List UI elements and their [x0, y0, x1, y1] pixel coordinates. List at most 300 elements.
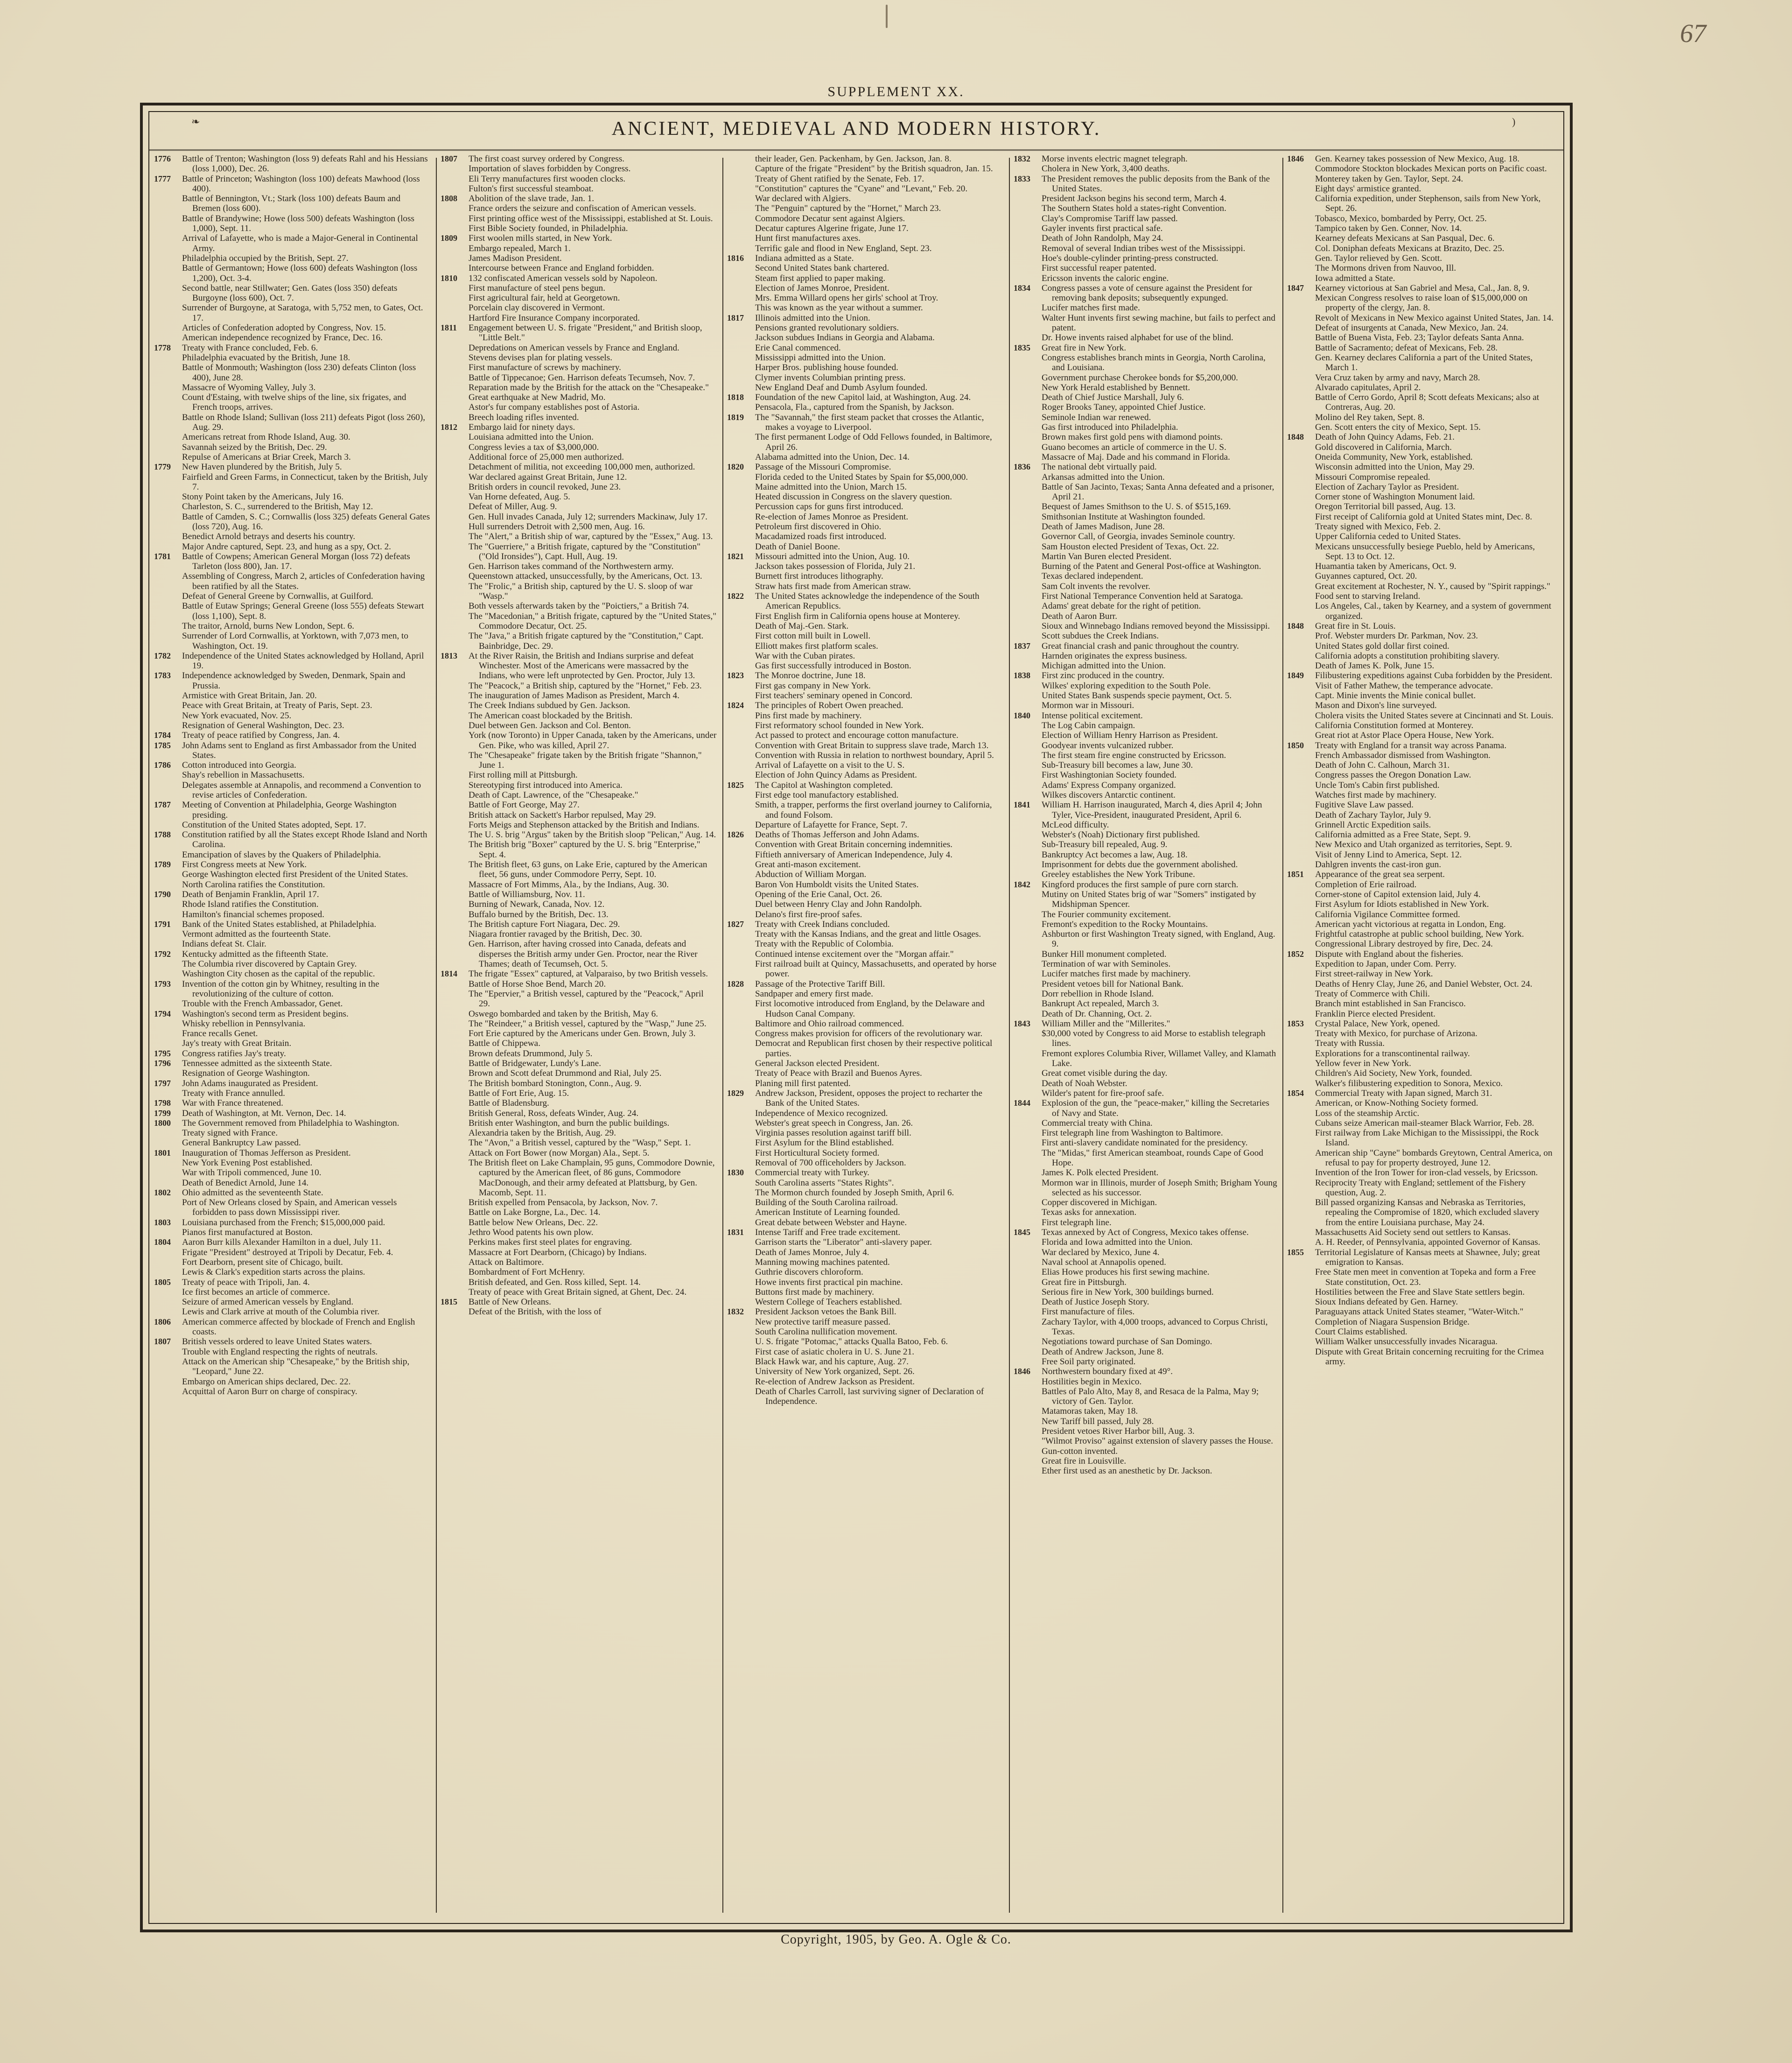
entry-text: American Institute of Learning founded.	[755, 1207, 900, 1218]
history-entry	[154, 1019, 430, 1029]
history-entry	[727, 582, 1003, 591]
entry-text: Porcelain clay discovered in Vermont.	[469, 303, 605, 313]
history-entry	[1287, 353, 1555, 373]
history-entry	[154, 899, 430, 909]
entry-text: Kearney defeats Mexicans at San Pasqual, Dec. 6.	[1315, 233, 1495, 244]
history-entry	[727, 701, 1003, 710]
entry-text: Brown defeats Drummond, July 5.	[469, 1048, 593, 1059]
history-entry	[1287, 959, 1555, 969]
entry-text: France orders the seizure and confiscation of American vessels.	[469, 203, 696, 214]
entry-text: The "Peacock," a British ship, captured by the "Hornet," Feb. 23.	[469, 681, 702, 691]
entry-text: Both vessels afterwards taken by the "Poictiers," a British 74.	[469, 601, 689, 611]
history-entry	[1014, 721, 1278, 730]
history-entry	[154, 820, 430, 830]
entry-text: First manufacture of steel pens begun.	[469, 283, 606, 293]
entry-year: 1789	[154, 860, 171, 870]
history-entry	[1287, 1148, 1555, 1168]
entry-text: Surrender of Burgoyne, at Saratoga, with 5,752 men, to Gates, Oct. 17.	[182, 303, 423, 323]
entry-text: Treaty with Mexico, for purchase of Arizona.	[1315, 1029, 1477, 1039]
history-entry	[441, 1148, 717, 1158]
entry-text: The British capture Fort Niagara, Dec. 29.	[469, 919, 620, 929]
entry-text: Second United States bank chartered.	[755, 263, 889, 274]
entry-text: The "Avon," a British vessel, captured by the "Wasp," Sept. 1.	[469, 1138, 691, 1148]
entry-text: Roger Brooks Taney, appointed Chief Justice.	[1042, 402, 1206, 413]
entry-text: Virginia passes resolution against tariff bill.	[755, 1128, 911, 1138]
entry-text: Battle of Brandywine; Howe (loss 500) defeats Washington (loss 1,000), Sept. 11.	[182, 213, 414, 234]
entry-year: 1834	[1014, 283, 1030, 293]
entry-text: The British bombard Stonington, Conn., Aug. 9.	[469, 1078, 642, 1088]
entry-text: Passage of the Missouri Compromise.	[755, 462, 891, 472]
entry-text: Battle of Tippecanoe; Gen. Harrison defeats Tecumseh, Nov. 7.	[469, 372, 695, 383]
entry-text: Manning mowing machines patented.	[755, 1257, 890, 1267]
history-entry	[441, 1158, 717, 1198]
entry-text: General Jackson elected President.	[755, 1059, 880, 1069]
history-entry	[1014, 1307, 1278, 1317]
entry-text: "Constitution" captures the "Cyane" and "Levant," Feb. 20.	[755, 183, 968, 194]
history-entry	[1014, 1267, 1278, 1277]
entry-text: Petroleum first discovered in Ohio.	[755, 521, 882, 532]
entry-text: At the River Raisin, the British and Indians surprise and defeat Winchester. Most of the Americans were massacred by the Indians, who were left unprotected by Gen. Proctor, July 13.	[469, 651, 695, 681]
history-entry	[441, 1019, 717, 1029]
entry-text: Monterey taken by Gen. Taylor, Sept. 24.	[1315, 174, 1463, 184]
entry-text: Death of Justice Joseph Story.	[1042, 1297, 1149, 1307]
history-entry	[727, 492, 1003, 502]
entry-text: First reformatory school founded in New York.	[755, 720, 924, 730]
entry-text: Great earthquake at New Madrid, Mo.	[469, 393, 606, 403]
entry-year: 1799	[154, 1108, 171, 1118]
entry-text: Visit of Jenny Lind to America, Sept. 12.	[1315, 849, 1462, 860]
history-entry	[1014, 601, 1278, 611]
history-entry	[727, 512, 1003, 522]
history-entry	[154, 571, 430, 591]
history-entry	[441, 1237, 717, 1247]
history-entry	[154, 432, 430, 442]
entry-text: Invention of the cotton gin by Whitney, resulting in the revolutionizing of the culture of cotton.	[182, 979, 379, 999]
entry-text: Frightful catastrophe at public school building, New York.	[1315, 929, 1524, 940]
history-entry	[1287, 770, 1555, 780]
history-entry	[727, 1068, 1003, 1078]
entry-text: Death of Maj.-Gen. Stark.	[755, 621, 849, 631]
history-entry	[441, 442, 717, 452]
entry-text: Matamoras taken, May 18.	[1042, 1406, 1138, 1417]
history-entry	[1287, 432, 1555, 442]
entry-year: 1815	[441, 1297, 457, 1307]
entry-text: Goodyear invents vulcanized rubber.	[1042, 740, 1174, 751]
entry-year: 1824	[727, 701, 744, 710]
history-entry	[727, 1158, 1003, 1168]
entry-text: Congress ratifies Jay's treaty.	[182, 1048, 286, 1059]
history-entry	[441, 492, 717, 502]
history-entry	[1014, 164, 1278, 174]
entry-text: Repulse of Americans at Briar Creek, March 3.	[182, 452, 351, 462]
entry-text: California admitted as a Free State, Sept. 9.	[1315, 830, 1471, 840]
entry-text: Battle of San Jacinto, Texas; Santa Anna defeated and a prisoner, April 21.	[1042, 482, 1274, 502]
entry-text: British attack on Sackett's Harbor repulsed, May 29.	[469, 810, 656, 820]
entry-text: Sub-Treasury bill repealed, Aug. 9.	[1042, 840, 1168, 850]
entry-text: Continued intense excitement over the "Morgan affair."	[755, 949, 954, 959]
entry-text: Tennessee admitted as the sixteenth State.	[182, 1059, 332, 1069]
entry-year: 1825	[727, 780, 744, 790]
history-entry	[1014, 929, 1278, 949]
entry-year: 1807	[441, 154, 457, 163]
history-entry	[1014, 1237, 1278, 1247]
history-entry	[154, 969, 430, 979]
entry-text: First Horticultural Society formed.	[755, 1148, 880, 1158]
history-entry	[441, 432, 717, 442]
entry-text: Paraguayans attack United States steamer, "Water-Witch."	[1315, 1307, 1524, 1317]
history-entry	[1287, 929, 1555, 939]
history-entry	[1014, 870, 1278, 879]
entry-text: Fulton's first successful steamboat.	[469, 183, 594, 194]
entry-year: 1805	[154, 1277, 171, 1287]
entry-text: The "Chesapeake" frigate taken by the British frigate "Shannon," June 1.	[469, 750, 702, 771]
entry-text: Charleston, S. C., surrendered to the British, May 12.	[182, 502, 373, 512]
history-entry	[727, 1317, 1003, 1327]
entry-year: 1779	[154, 462, 171, 472]
history-entry	[154, 919, 430, 929]
entry-year: 1796	[154, 1059, 171, 1068]
history-entry	[154, 442, 430, 452]
entry-text: The Creek Indians subdued by Gen. Jackson.	[469, 701, 630, 711]
entry-text: The Log Cabin campaign.	[1042, 720, 1135, 730]
entry-text: Fremont explores Columbia River, Willamet Valley, and Klamath Lake.	[1042, 1048, 1276, 1069]
history-entry	[441, 393, 717, 402]
history-entry	[1287, 721, 1555, 730]
history-entry	[1014, 860, 1278, 870]
entry-text: Meeting of Convention at Philadelphia, George Washington presiding.	[182, 800, 397, 820]
entry-text: Dr. Howe invents raised alphabet for use of the blind.	[1042, 333, 1233, 343]
history-entry	[154, 621, 430, 631]
history-entry	[1014, 224, 1278, 233]
history-entry	[1014, 502, 1278, 512]
entry-text: Assembling of Congress, March 2, articles of Confederation having been ratified by all the States.	[182, 571, 425, 591]
history-entry	[154, 1248, 430, 1257]
entry-text: Prof. Webster murders Dr. Parkman, Nov. 23.	[1315, 631, 1478, 641]
entry-text: Walter Hunt invents first sewing machine, but fails to perfect and patent.	[1042, 313, 1275, 333]
history-entry	[1287, 413, 1555, 422]
entry-text: Children's Aid Society, New York, founded.	[1315, 1068, 1472, 1079]
history-entry	[727, 1059, 1003, 1068]
entry-text: Great fire in St. Louis.	[1315, 621, 1396, 631]
entry-text: Hull surrenders Detroit with 2,500 men, Aug. 16.	[469, 521, 645, 532]
history-entry	[727, 989, 1003, 999]
history-entry	[727, 303, 1003, 313]
entry-text: Shay's rebellion in Massachusetts.	[182, 770, 305, 780]
entry-text: Treaty signed with France.	[182, 1128, 278, 1138]
entry-year: 1846	[1014, 1367, 1030, 1376]
history-entry	[1287, 1228, 1555, 1237]
history-entry	[154, 800, 430, 820]
entry-text: Great debate between Webster and Hayne.	[755, 1217, 907, 1228]
entry-text: Depredations on American vessels by France and England.	[469, 343, 679, 353]
entry-text: The "Alert," a British ship of war, captured by the "Essex," Aug. 13.	[469, 532, 713, 542]
entry-text: Count d'Estaing, with twelve ships of the line, six frigates, and French troops, arrives.	[182, 393, 406, 413]
entry-text: Baron Von Humboldt visits the United States.	[755, 879, 919, 890]
entry-text: Death of Andrew Jackson, June 8.	[1042, 1347, 1164, 1357]
history-entry	[441, 502, 717, 512]
history-entry	[441, 1287, 717, 1297]
entry-text: Savannah seized by the British, Dec. 29.	[182, 442, 327, 452]
entry-text: Texas annexed by Act of Congress, Mexico takes offense.	[1042, 1228, 1249, 1238]
history-entry	[1014, 154, 1278, 164]
history-entry	[154, 830, 430, 850]
entry-text: Webster's great speech in Congress, Jan. 26.	[755, 1118, 913, 1128]
entry-text: Treaty with France annulled.	[182, 1088, 285, 1098]
entry-text: Free Soil party originated.	[1042, 1356, 1136, 1367]
entry-text: The Mormon church founded by Joseph Smith, April 6.	[755, 1187, 954, 1198]
entry-text: Buffalo burned by the British, Dec. 13.	[469, 909, 609, 919]
history-columns	[154, 154, 1559, 1918]
history-entry	[727, 741, 1003, 751]
entry-text: Congress passes the Oregon Donation Law.	[1315, 770, 1471, 780]
history-entry	[154, 1218, 430, 1228]
history-entry	[1014, 1347, 1278, 1357]
entry-text: Yellow fever in New York.	[1315, 1059, 1411, 1069]
entry-text: Battle of Fort George, May 27.	[469, 800, 580, 810]
entry-text: First anti-slavery candidate nominated for the presidency.	[1042, 1138, 1248, 1148]
history-entry	[1287, 244, 1555, 253]
entry-text: Washington's second term as President begins.	[182, 1009, 349, 1019]
history-entry	[154, 462, 430, 472]
history-entry	[727, 1019, 1003, 1029]
entry-text: Cubans seize American mail-steamer Black Warrior, Feb. 28.	[1315, 1118, 1534, 1128]
entry-text: Port of New Orleans closed by Spain, and American vessels forbidden to pass down Mississippi river.	[182, 1198, 397, 1218]
entry-text: Grinnell Arctic Expedition sails.	[1315, 820, 1431, 830]
entry-text: Battle of Cowpens; American General Morgan (loss 72) defeats Tarleton (loss 800), Jan. 17.	[182, 551, 410, 572]
entry-text: War declared against Great Britain, June 12.	[469, 472, 627, 482]
entry-year: 1849	[1287, 671, 1304, 681]
entry-text: Importation of slaves forbidden by Congress.	[469, 164, 631, 174]
column-divider	[436, 158, 437, 1913]
history-entry	[441, 1118, 717, 1128]
history-entry	[1014, 214, 1278, 224]
entry-year: 1837	[1014, 641, 1030, 651]
history-entry	[441, 154, 717, 164]
entry-text: Trouble with the French Ambassador, Genet.	[182, 999, 343, 1009]
history-entry	[154, 1337, 430, 1347]
entry-text: John Adams sent to England as first Ambassador from the United States.	[182, 740, 417, 760]
history-entry	[727, 1118, 1003, 1128]
history-entry	[1287, 601, 1555, 621]
entry-text: First gas company in New York.	[755, 681, 871, 691]
history-entry	[1287, 1267, 1555, 1287]
history-entry	[154, 1068, 430, 1078]
entry-text: Cholera visits the United States severe at Cincinnati and St. Louis.	[1315, 710, 1554, 721]
entry-year: 1845	[1014, 1228, 1030, 1237]
history-entry	[1287, 1307, 1555, 1317]
entry-year: 1800	[154, 1118, 171, 1128]
entry-text: Black Hawk war, and his capture, Aug. 27.	[755, 1356, 909, 1367]
history-entry	[1287, 1118, 1555, 1128]
entry-text: Mississippi admitted into the Union.	[755, 352, 886, 363]
history-entry	[441, 691, 717, 701]
entry-text: The principles of Robert Owen preached.	[755, 701, 903, 711]
history-entry	[154, 1387, 430, 1396]
entry-year: 1778	[154, 343, 171, 352]
history-entry	[727, 1257, 1003, 1267]
entry-text: Congress establishes branch mints in Georgia, North Carolina, and Louisiana.	[1042, 352, 1266, 373]
history-entry	[1014, 780, 1278, 790]
history-entry	[441, 810, 717, 820]
history-entry	[727, 224, 1003, 233]
entry-text: Tampico taken by Gen. Conner, Nov. 14.	[1315, 224, 1462, 234]
entry-text: American independence recognized by France, Dec. 16.	[182, 333, 383, 343]
history-entry	[441, 164, 717, 174]
history-entry	[154, 343, 430, 353]
history-entry	[727, 631, 1003, 641]
entry-year: 1838	[1014, 671, 1030, 681]
entry-text: Uncle Tom's Cabin first published.	[1315, 780, 1440, 790]
entry-text: Watches first made by machinery.	[1315, 790, 1436, 800]
entry-text: Hamilton's financial schemes proposed.	[182, 909, 325, 919]
history-entry	[1287, 820, 1555, 830]
history-entry	[154, 979, 430, 999]
entry-text: First street-railway in New York.	[1315, 969, 1433, 979]
history-entry	[727, 870, 1003, 879]
entry-text: The "Frolic," a British ship, captured by the U. S. sloop of war "Wasp."	[469, 581, 693, 602]
history-entry	[441, 1297, 717, 1307]
ornament-left: ❧	[191, 116, 200, 127]
history-entry	[154, 1188, 430, 1198]
entry-text: Battle of Chippewa.	[469, 1039, 540, 1049]
entry-text: The "Epervier," a British vessel, captured by the "Peacock," April 29.	[469, 989, 704, 1009]
entry-text: York (now Toronto) in Upper Canada, taken by the Americans, under Gen. Pike, who was killed, April 27.	[469, 730, 717, 751]
history-entry	[1014, 383, 1278, 393]
history-entry	[154, 1317, 430, 1337]
history-entry	[154, 880, 430, 890]
entry-text: Mormon war in Missouri.	[1042, 701, 1134, 711]
history-entry	[727, 691, 1003, 701]
entry-text: Expedition to Japan, under Com. Perry.	[1315, 959, 1456, 969]
history-entry	[727, 880, 1003, 890]
entry-year: 1810	[441, 273, 457, 283]
entry-text: Removal of 700 officeholders by Jackson.	[755, 1158, 906, 1168]
entry-year: 1811	[441, 323, 457, 333]
entry-text: Ice first becomes an article of commerce.	[182, 1287, 330, 1297]
history-entry	[441, 244, 717, 253]
history-entry	[441, 323, 717, 343]
entry-text: Treaty of Peace with Brazil and Buenos Ayres.	[755, 1068, 922, 1079]
entry-text: Commercial treaty with China.	[1042, 1118, 1153, 1128]
history-entry	[727, 1277, 1003, 1287]
history-entry	[441, 1138, 717, 1148]
entry-text: War with the Cuban pirates.	[755, 651, 855, 661]
history-entry	[1287, 870, 1555, 879]
entry-text: First Asylum for Idiots established in New York.	[1315, 899, 1489, 910]
history-entry	[1287, 1029, 1555, 1039]
history-entry	[1014, 1138, 1278, 1148]
entry-text: North Carolina ratifies the Constitution.	[182, 879, 325, 890]
history-entry	[727, 413, 1003, 433]
history-entry	[441, 1128, 717, 1138]
entry-text: The "Savannah," the first steam packet that crosses the Atlantic, makes a voyage to Liverpool.	[755, 412, 984, 433]
entry-text: Philadelphia evacuated by the British, June 18.	[182, 352, 350, 363]
entry-text: Battle on Lake Borgne, La., Dec. 14.	[469, 1207, 601, 1218]
entry-text: British expelled from Pensacola, by Jackson, Nov. 7.	[469, 1198, 658, 1208]
history-entry	[1287, 661, 1555, 671]
history-entry	[441, 651, 717, 681]
history-entry	[1287, 472, 1555, 482]
entry-text: Death of Noah Webster.	[1042, 1078, 1127, 1088]
history-entry	[441, 969, 717, 979]
entry-text: Election of William Henry Harrison as President.	[1042, 730, 1218, 741]
history-entry	[727, 1188, 1003, 1198]
history-entry	[727, 1168, 1003, 1178]
entry-text: Smithsonian Institute at Washington founded.	[1042, 512, 1205, 522]
entry-year: 1843	[1014, 1018, 1030, 1028]
entry-text: First National Temperance Convention held at Saratoga.	[1042, 591, 1243, 602]
entry-text: Forts Meigs and Stephenson attacked by the British and Indians.	[469, 820, 700, 830]
entry-text: Steam first applied to paper making.	[755, 273, 886, 283]
history-entry	[1014, 751, 1278, 760]
history-entry	[727, 1109, 1003, 1118]
history-entry	[727, 890, 1003, 899]
entry-year: 1846	[1287, 154, 1304, 163]
history-entry	[727, 611, 1003, 621]
history-entry	[1287, 582, 1555, 591]
entry-text: Andrew Jackson, President, opposes the project to recharter the Bank of the United States.	[755, 1088, 982, 1109]
history-entry	[727, 1237, 1003, 1247]
history-entry	[1014, 641, 1278, 651]
history-entry	[154, 532, 430, 541]
entry-text: Seminole Indian war renewed.	[1042, 412, 1151, 422]
history-entry	[1014, 850, 1278, 860]
entry-text: Gen. Hull invades Canada, July 12; surrenders Mackinaw, July 17.	[469, 512, 707, 522]
history-entry	[727, 939, 1003, 949]
entry-text: Embargo repealed, March 1.	[469, 243, 571, 253]
entry-text: Death of John Randolph, May 24.	[1042, 233, 1163, 244]
history-entry	[154, 1198, 430, 1218]
history-entry	[441, 1088, 717, 1098]
entry-text: New York evacuated, Nov. 25.	[182, 710, 292, 721]
entry-text: Resignation of General Washington, Dec. 23.	[182, 720, 344, 730]
history-entry	[727, 1088, 1003, 1109]
history-entry	[154, 1158, 430, 1168]
entry-text: Battle of Buena Vista, Feb. 23; Taylor defeats Santa Anna.	[1315, 333, 1524, 343]
history-entry	[154, 283, 430, 303]
history-entry	[727, 333, 1003, 343]
entry-text: Second battle, near Stillwater; Gen. Gates (loss 350) defeats Burgoyne (loss 600), Oct. 7.	[182, 283, 398, 303]
history-entry	[154, 1098, 430, 1108]
history-entry	[441, 830, 717, 840]
entry-text: William Miller and the "Millerites."	[1042, 1018, 1170, 1029]
history-entry	[1014, 1148, 1278, 1168]
entry-text: War declared with Algiers.	[755, 194, 851, 204]
entry-text: The first coast survey ordered by Congress.	[469, 154, 625, 164]
history-entry	[154, 1009, 430, 1019]
history-entry	[441, 1218, 717, 1228]
history-entry	[441, 194, 717, 203]
history-entry	[727, 402, 1003, 412]
history-entry	[1287, 671, 1555, 681]
entry-year: 1828	[727, 979, 744, 989]
entry-text: Stereotyping first introduced into America.	[469, 780, 623, 790]
entry-text: Battle below New Orleans, Dec. 22.	[469, 1217, 598, 1228]
history-entry	[727, 1327, 1003, 1337]
history-entry	[154, 472, 430, 492]
entry-text: New England Deaf and Dumb Asylum founded.	[755, 382, 928, 393]
column-3	[727, 154, 1003, 1918]
history-entry	[1014, 1068, 1278, 1078]
history-entry	[1014, 452, 1278, 462]
history-entry	[727, 1387, 1003, 1407]
history-entry	[1287, 274, 1555, 283]
entry-text: Commodore Stockton blockades Mexican ports on Pacific coast.	[1315, 164, 1547, 174]
history-entry	[727, 462, 1003, 472]
entry-text: University of New York organized, Sept. 26.	[755, 1367, 915, 1377]
history-entry	[441, 571, 717, 581]
entry-text: Kentucky admitted as the fifteenth State.	[182, 949, 329, 959]
